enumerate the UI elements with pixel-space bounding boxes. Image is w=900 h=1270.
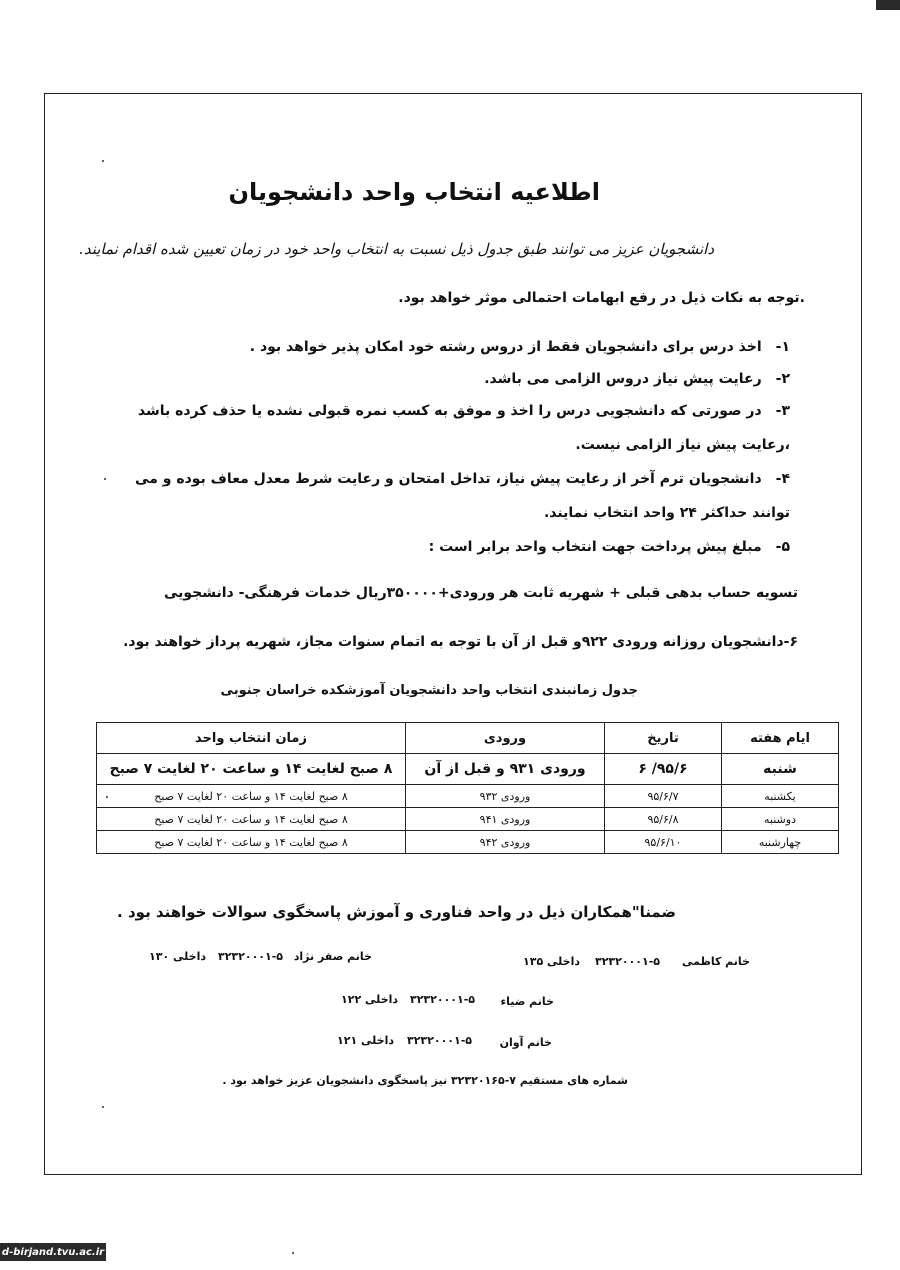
list-item: ۴-دانشجویان ترم آخر از رعایت پیش نیاز، تداخل امتحان و رعایت شرط معدل معاف بوده و می توانند حداکثر ۲۴ واحد انتخاب نمایند. [135,471,790,521]
list-item: ۳-در صورتی که دانشجویی درس را اخذ و موفق به کسب نمره قبولی نشده یا حذف کرده باشد ،رعایت پیش نیاز الزامی نیست. [137,403,790,453]
table-caption: جدول زمانبندی انتخاب واحد دانشجویان آموزشکده خراسان جنوبی [220,683,638,698]
contact-ext: داخلی ۱۲۲ [341,993,398,1006]
header-date: تاریخ [605,723,722,754]
header-entry: ورودی [406,723,605,754]
cell-weekday: شنبه [722,754,839,785]
scan-corner-mark [876,0,900,10]
contact-phone: ۳۲۳۲۰۰۰۱-۵ [410,993,475,1006]
cell-entry: ورودی ۹۳۱ و قبل از آن [406,754,605,785]
contact-name: خانم کاظمی [681,955,750,968]
scan-speck [106,796,108,798]
fee-line: تسویه حساب بدهی قبلی + شهریه ثابت هر ورودی+۳۵۰۰۰۰ریال خدمات فرهنگی- دانشجویی [163,585,798,601]
footer-note: شماره های مستقیم ۷-۳۲۳۲۰۱۶۵ نیز پاسخگوی دانشجویان عزیز خواهد بود . [222,1074,628,1087]
table-row [97,754,839,785]
cell-date: ۹۵/۶/ ۶ [605,754,722,785]
cell-date: ۹۵/۶/۸ [605,808,722,831]
list-item: ۵-مبلغ پیش پرداخت جهت انتخاب واحد برابر است : [428,539,790,555]
cell-time: ۸ صبح لغایت ۱۴ و ساعت ۲۰ لغایت ۷ صبح [97,785,406,808]
scan-speck [102,1106,104,1108]
header-weekday: ایام هفته [722,723,839,754]
site-watermark: d-birjand.tvu.ac.ir [0,1243,106,1261]
cell-weekday: دوشنبه [722,808,839,831]
note-text: .توجه به نکات ذیل در رفع ابهامات احتمالی موثر خواهد بود. [398,290,805,306]
contact-name: خانم ضیاء [500,995,554,1008]
header-time: زمان انتخاب واحد [97,723,406,754]
cell-entry: ورودی ۹۳۲ [406,785,605,808]
contact-phone: ۳۲۳۲۰۰۰۱-۵ [407,1034,472,1047]
table-row [97,808,839,831]
table-header-row [97,723,839,754]
cell-time: ۸ صبح لغایت ۱۴ و ساعت ۲۰ لغایت ۷ صبح [97,831,406,854]
cell-time: ۸ صبح لغایت ۱۴ و ساعت ۲۰ لغایت ۷ صبح [97,808,406,831]
cell-date: ۹۵/۶/۱۰ [605,831,722,854]
cell-entry: ورودی ۹۴۱ [406,808,605,831]
table-row [97,831,839,854]
list-item: ۲-رعایت پیش نیاز دروس الزامی می باشد. [484,371,790,387]
scan-speck [102,160,104,162]
contact-ext: داخلی ۱۲۱ [337,1034,394,1047]
cell-weekday: چهارشنبه [722,831,839,854]
table-row [97,785,839,808]
cell-time: ۸ صبح لغایت ۱۴ و ساعت ۲۰ لغایت ۷ صبح [97,754,406,785]
item-6: ۶-دانشجویان روزانه ورودی ۹۲۲و قبل از آن با توجه به اتمام سنوات مجاز، شهریه پرداز خواهند بود. [123,634,798,650]
contact-name: خانم آوان [499,1036,552,1049]
contact-ext: داخلی ۱۳۵ [523,955,580,968]
cell-entry: ورودی ۹۴۲ [406,831,605,854]
schedule-table [96,722,839,854]
contact-ext: داخلی ۱۳۰ [149,950,206,963]
contacts-heading: ضمنا"همکاران ذیل در واحد فناوری و آموزش پاسخگوی سوالات خواهند بود . [117,903,676,921]
cell-weekday: یکشنبه [722,785,839,808]
scan-speck [292,1252,294,1254]
cell-date: ۹۵/۶/۷ [605,785,722,808]
page-title: اطلاعیه انتخاب واحد دانشجویان [228,178,600,206]
scan-speck [104,478,106,480]
intro-text: دانشجویان عزیز می توانند طبق جدول ذیل نسبت به انتخاب واحد خود در زمان تعیین شده اقدام نمایند. [79,240,714,258]
contact-name: خانم صفر نژاد [293,950,372,963]
contact-phone: ۳۲۳۲۰۰۰۱-۵ [595,955,660,968]
contact-phone: ۳۲۳۲۰۰۰۱-۵ [218,950,283,963]
list-item: ۱-اخذ درس برای دانشجویان فقط از دروس رشته خود امکان پذیر خواهد بود . [249,339,790,355]
